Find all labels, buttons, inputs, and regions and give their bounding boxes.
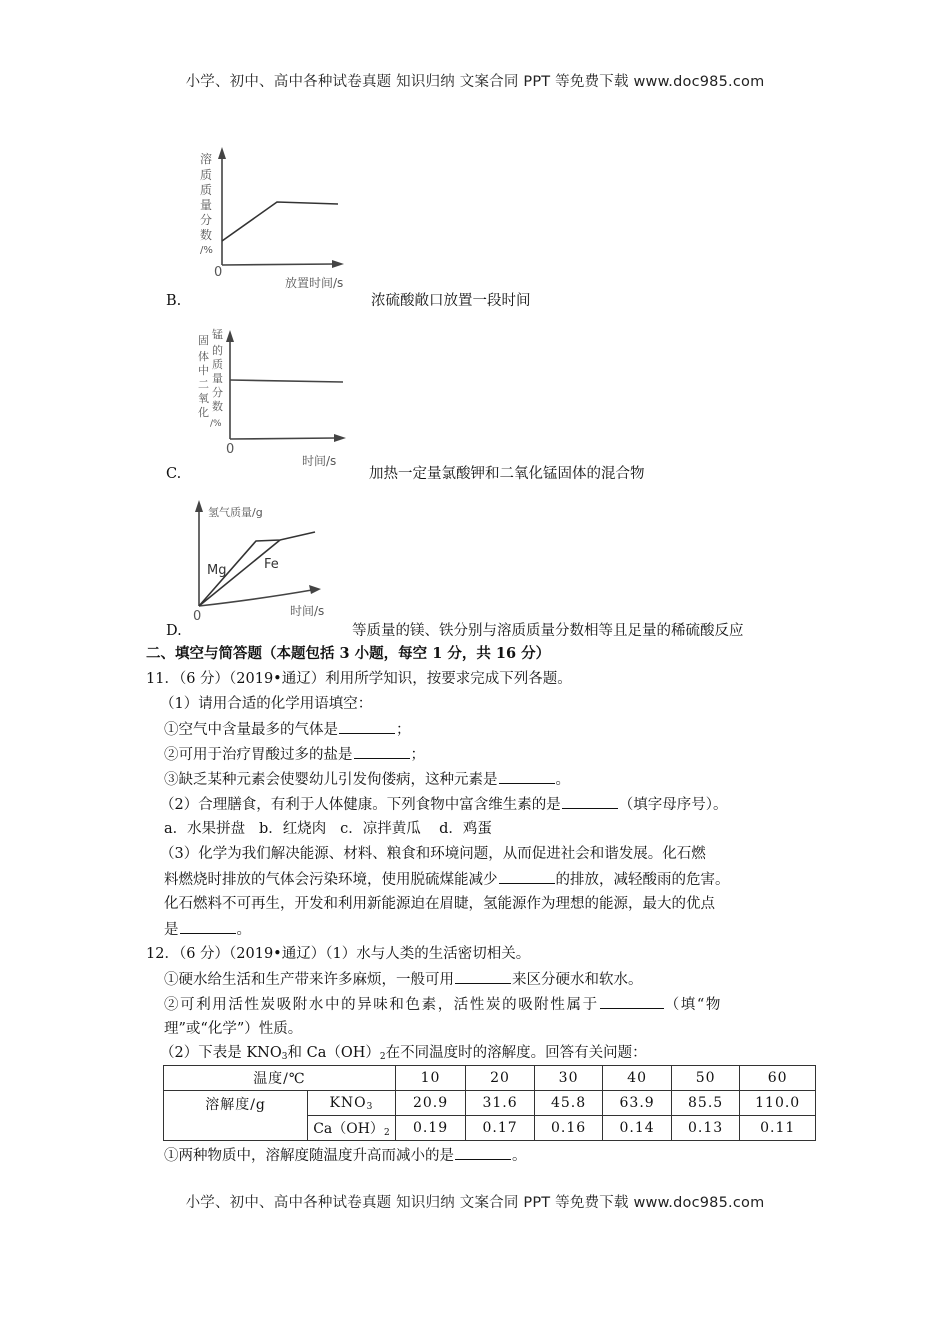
table-cell: 20.9	[395, 1091, 466, 1116]
answer-blank[interactable]	[354, 744, 410, 759]
svg-text:分: 分	[200, 213, 213, 227]
table-label-caoh2: $Ca(OH)_2$	[308, 1116, 396, 1141]
table-cell: 0.13	[671, 1116, 740, 1141]
q12-part1-b-line2: 理”或“化学”）性质。	[164, 1021, 303, 1037]
answer-blank[interactable]	[499, 869, 555, 884]
option-d-letter: D.	[166, 623, 182, 639]
graph-d-xlabel: 时间/s	[290, 604, 325, 618]
graph-d-origin: 0	[193, 609, 202, 624]
table-cell: 40	[603, 1066, 672, 1091]
svg-text:质: 质	[200, 168, 213, 182]
q12-stem: 12．（6 分）（2019•通辽）（1）水与人类的生活密切相关。	[146, 946, 531, 962]
table-cell: 30	[534, 1066, 603, 1091]
q12-part1-a: ①硬水给生活和生产带来许多麻烦，一般可用 来区分硬水和软水。	[164, 969, 643, 990]
table-row-temperature	[164, 1066, 816, 1091]
answer-blank[interactable]	[180, 919, 236, 934]
table-cell: 0.17	[466, 1116, 535, 1141]
table-cell: 0.19	[395, 1116, 466, 1141]
answer-blank[interactable]	[455, 969, 511, 984]
q11-part2-choices: a．水果拼盘 b．红烧肉 c．凉拌黄瓜 d．鸡蛋	[164, 821, 492, 837]
table-row-kno3	[164, 1091, 816, 1116]
svg-text:质: 质	[212, 358, 223, 371]
graph-option-b	[190, 143, 370, 318]
q11-part3-line3: 化石燃料不可再生，开发和利用新能源迫在眉睫，氢能源作为理想的能源，最大的优点	[164, 896, 715, 912]
option-b-description: 浓硫酸敞口放置一段时间	[371, 293, 531, 309]
answer-blank[interactable]	[562, 794, 618, 809]
table-cell: 20	[466, 1066, 535, 1091]
table-cell: 31.6	[466, 1091, 535, 1116]
graph-c-origin: 0	[226, 442, 235, 457]
answer-blank[interactable]	[455, 1145, 511, 1160]
table-cell: 60	[740, 1066, 816, 1091]
q11-part1-c: ③缺乏某种元素会使婴幼儿引发佝偻病，这种元素是 。	[164, 769, 570, 790]
q11-part2: （2）合理膳食，有利于人体健康。下列食物中富含维生素的是 （填字母序号）。	[160, 794, 727, 815]
graph-b-xlabel: 放置时间/s	[285, 276, 344, 290]
table-cell: 63.9	[603, 1091, 672, 1116]
q11-part1-b: ②可用于治疗胃酸过多的盐是 ；	[164, 744, 425, 765]
option-c-letter: C.	[166, 466, 182, 482]
table-label-kno3: $KNO_3$	[308, 1091, 396, 1116]
svg-text:/%: /%	[200, 245, 213, 256]
graph-d-series-fe: Fe	[264, 557, 279, 572]
graph-c-xlabel: 时间/s	[302, 454, 337, 468]
table-cell: 50	[671, 1066, 740, 1091]
svg-text:体: 体	[198, 350, 209, 363]
table-header-solubility: 溶解度/g	[164, 1091, 308, 1141]
section-2-title: 二、填空与简答题（本题包括 3 小题，每空 1 分，共 16 分）	[146, 645, 551, 662]
graph-b-origin: 0	[214, 265, 223, 280]
table-cell: 110.0	[740, 1091, 816, 1116]
q11-part3-line2: 料燃烧时排放的气体会污染环境，使用脱硫煤能减少 的排放，减轻酸雨的危害。	[164, 869, 730, 890]
svg-text:分: 分	[212, 386, 223, 399]
svg-text:化: 化	[198, 406, 209, 419]
svg-text:固: 固	[198, 334, 209, 347]
q12-part2-a: ①两种物质中，溶解度随温度升高而减小的是 。	[164, 1145, 527, 1166]
table-cell: 45.8	[534, 1091, 603, 1116]
q11-part3-line1: （3）化学为我们解决能源、材料、粮食和环境问题，从而促进社会和谐发展。化石燃	[160, 846, 706, 862]
svg-text:质: 质	[200, 183, 213, 197]
page-footer-banner: 小学、初中、高中各种试卷真题 知识归纳 文案合同 PPT 等免费下载 www.doc985.com	[185, 1195, 765, 1211]
graph-option-c	[190, 328, 370, 468]
svg-text:中: 中	[198, 364, 209, 377]
graph-b-ylabel: 溶	[200, 152, 213, 166]
svg-text:数: 数	[212, 400, 223, 413]
answer-blank[interactable]	[499, 769, 555, 784]
page-header-banner: 小学、初中、高中各种试卷真题 知识归纳 文案合同 PPT 等免费下载 www.doc985.com	[185, 74, 765, 90]
answer-blank[interactable]	[600, 994, 664, 1009]
q11-part1-a: ①空气中含量最多的气体是 ；	[164, 719, 411, 740]
svg-text:量: 量	[212, 372, 223, 385]
svg-text:/%: /%	[210, 419, 222, 429]
svg-text:二: 二	[198, 378, 209, 391]
table-cell: 10	[395, 1066, 466, 1091]
table-cell: 0.14	[603, 1116, 672, 1141]
table-header-temperature: 温度/℃	[164, 1066, 396, 1091]
q12-part2-intro: （2）下表是 $KNO_3$和 $Ca(OH)_2$在不同温度时的溶解度。回答有关问题：	[160, 1045, 647, 1062]
graph-option-d	[190, 494, 360, 624]
option-d-description: 等质量的镁、铁分别与溶质质量分数相等且足量的稀硫酸反应	[352, 623, 744, 639]
table-cell: 0.11	[740, 1116, 816, 1141]
q12-part1-b: ②可利用活性炭吸附水中的异味和色素，活性炭的吸附性属于 （填“物	[164, 994, 722, 1015]
table-cell: 0.16	[534, 1116, 603, 1141]
svg-text:数: 数	[200, 228, 213, 242]
q11-part3-line4: 是 。	[164, 919, 251, 940]
svg-text:氧: 氧	[198, 392, 209, 405]
q11-stem: 11．（6 分）（2019•通辽）利用所学知识，按要求完成下列各题。	[146, 671, 572, 687]
svg-text:量: 量	[200, 198, 213, 212]
option-c-description: 加热一定量氯酸钾和二氧化锰固体的混合物	[369, 466, 645, 482]
table-cell: 85.5	[671, 1091, 740, 1116]
svg-text:的: 的	[212, 344, 223, 357]
solubility-table	[163, 1065, 816, 1141]
svg-text:锰: 锰	[212, 328, 223, 341]
graph-d-series-mg: Mg	[207, 563, 227, 578]
option-b-letter: B.	[166, 293, 182, 309]
q11-part1-intro: （1）请用合适的化学用语填空：	[160, 696, 373, 712]
answer-blank[interactable]	[339, 719, 395, 734]
graph-d-ylabel: 氢气质量/g	[208, 506, 263, 519]
